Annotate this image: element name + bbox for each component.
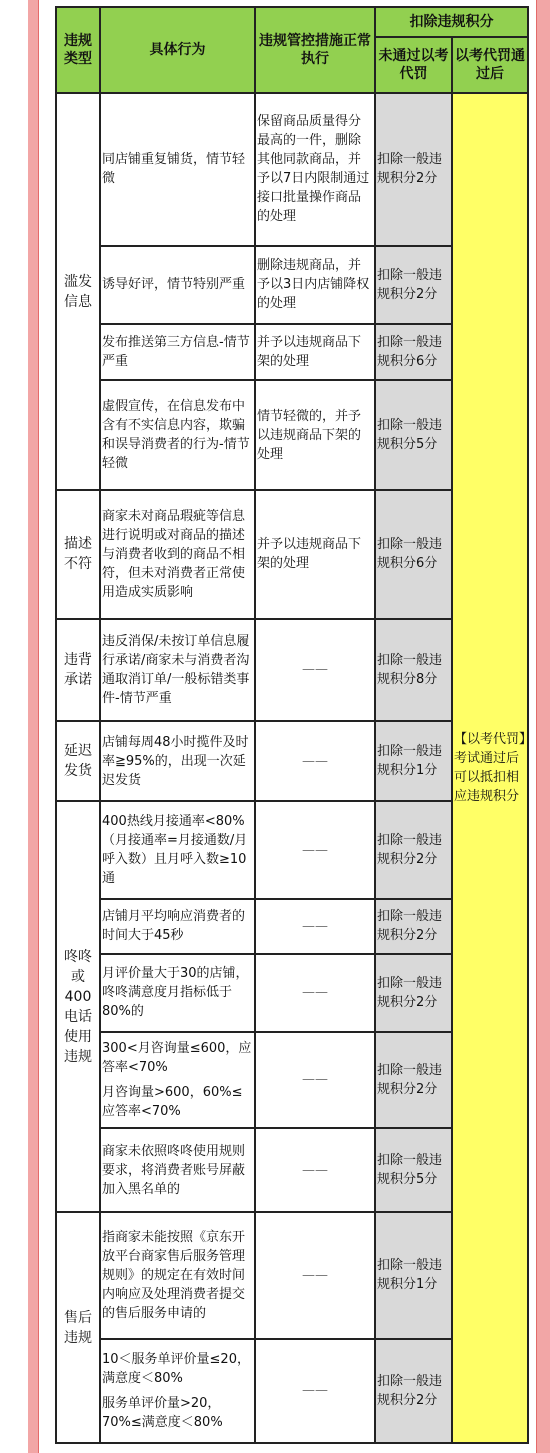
deduct-cell: 扣除一般违规积分1分: [375, 721, 452, 801]
category-cell: 延迟发货: [56, 721, 100, 801]
header-behavior: 具体行为: [100, 7, 255, 93]
behavior-cell: 月评价量大于30的店铺，咚咚满意度月指标低于80%的: [100, 954, 255, 1032]
measure-cell: ——: [255, 721, 375, 801]
behavior-cell: [100, 1032, 255, 1128]
measure-cell: ——: [255, 619, 375, 721]
header-not-passed: 未通过以考代罚: [375, 37, 452, 93]
behavior-cell: 店铺月平均响应消费者的时间大于45秒: [100, 899, 255, 953]
category-cell: 描述不符: [56, 490, 100, 618]
measure-cell: 保留商品质量得分最高的一件，删除其他同款商品，并予以7日内限制通过接口批量操作商品的处理: [255, 93, 375, 245]
behavior-cell: 指商家未能按照《京东开放平台商家售后服务管理规则》的规定在有效时间内响应及处理消费者提交的售后服务申请的: [100, 1212, 255, 1338]
measure-cell: 并予以违规商品下架的处理: [255, 490, 375, 618]
exam-note-cell: 【以考代罚】考试通过后可以抵扣相应违规积分: [452, 93, 528, 1443]
deduct-cell: 扣除一般违规积分5分: [375, 1128, 452, 1212]
behavior-cell: 400热线月接通率<80%（月接通率=月接通数/月呼入数）且月呼入数≥10通: [100, 801, 255, 899]
behavior-cell: 同店铺重复铺货，情节轻微: [100, 93, 255, 245]
deduct-cell: 扣除一般违规积分2分: [375, 93, 452, 245]
deduct-cell: 扣除一般违规积分2分: [375, 1339, 452, 1443]
category-cell: 违背承诺: [56, 619, 100, 721]
measure-cell: ——: [255, 899, 375, 953]
deduct-cell: 扣除一般违规积分8分: [375, 619, 452, 721]
right-border-line: [536, 0, 537, 1453]
deduct-cell: 扣除一般违规积分6分: [375, 490, 452, 618]
behavior-cell: 发布推送第三方信息-情节严重: [100, 324, 255, 380]
deduct-cell: 扣除一般违规积分2分: [375, 246, 452, 324]
behavior-line: 10＜服务单评价量≤20，满意度＜80%: [102, 1351, 250, 1386]
header-passed: 以考代罚通过后: [452, 37, 528, 93]
left-page-border: [28, 0, 38, 1453]
deduct-cell: 扣除一般违规积分2分: [375, 954, 452, 1032]
header-type: 违规类型: [56, 7, 100, 93]
violation-rules-table: [55, 6, 529, 1444]
measure-cell: ——: [255, 954, 375, 1032]
measure-cell: ——: [255, 801, 375, 899]
deduct-cell: 扣除一般违规积分6分: [375, 324, 452, 380]
table-row: [56, 93, 528, 245]
behavior-cell: 商家未依照咚咚使用规则要求，将消费者账号屏蔽加入黑名单的: [100, 1128, 255, 1212]
measure-cell: 并予以违规商品下架的处理: [255, 324, 375, 380]
behavior-cell: 违反消保/未按订单信息履行承诺/商家未与消费者沟通取消订单/一般标错类事件-情节严重: [100, 619, 255, 721]
measure-cell: 删除违规商品，并予以3日内店铺降权的处理: [255, 246, 375, 324]
deduct-cell: 扣除一般违规积分2分: [375, 1032, 452, 1128]
table-header-row: [56, 7, 528, 37]
behavior-line: 月咨询量>600，60%≤应答率<70%: [102, 1084, 243, 1119]
deduct-cell: 扣除一般违规积分5分: [375, 380, 452, 490]
category-cell: 售后违规: [56, 1212, 100, 1443]
left-border-line: [38, 0, 39, 1453]
behavior-cell: 商家未对商品瑕疵等信息进行说明或对商品的描述与消费者收到的商品不相符，但未对消费者正常使用造成实质影响: [100, 490, 255, 618]
measure-cell: ——: [255, 1128, 375, 1212]
behavior-cell: 诱导好评，情节特别严重: [100, 246, 255, 324]
measure-cell: 情节轻微的，并予以违规商品下架的处理: [255, 380, 375, 490]
deduct-cell: 扣除一般违规积分2分: [375, 899, 452, 953]
header-measure: 违规管控措施正常执行: [255, 7, 375, 93]
measure-cell: ——: [255, 1032, 375, 1128]
right-page-border: [537, 0, 550, 1453]
behavior-line: 300<月咨询量≤600，应答率<70%: [102, 1040, 252, 1075]
deduct-cell: 扣除一般违规积分2分: [375, 801, 452, 899]
header-deduct: 扣除违规积分: [375, 7, 528, 37]
measure-cell: ——: [255, 1339, 375, 1443]
measure-cell: ——: [255, 1212, 375, 1338]
category-cell: 滥发信息: [56, 93, 100, 490]
category-cell: 咚咚或400电话使用违规: [56, 801, 100, 1212]
deduct-cell: 扣除一般违规积分1分: [375, 1212, 452, 1338]
behavior-line: 服务单评价量>20，70%≤满意度＜80%: [102, 1395, 223, 1430]
behavior-cell: 虚假宣传，在信息发布中含有不实信息内容，欺骗和误导消费者的行为-情节轻微: [100, 380, 255, 490]
behavior-cell: 店铺每周48小时揽件及时率≧95%的，出现一次延迟发货: [100, 721, 255, 801]
behavior-cell: [100, 1339, 255, 1443]
